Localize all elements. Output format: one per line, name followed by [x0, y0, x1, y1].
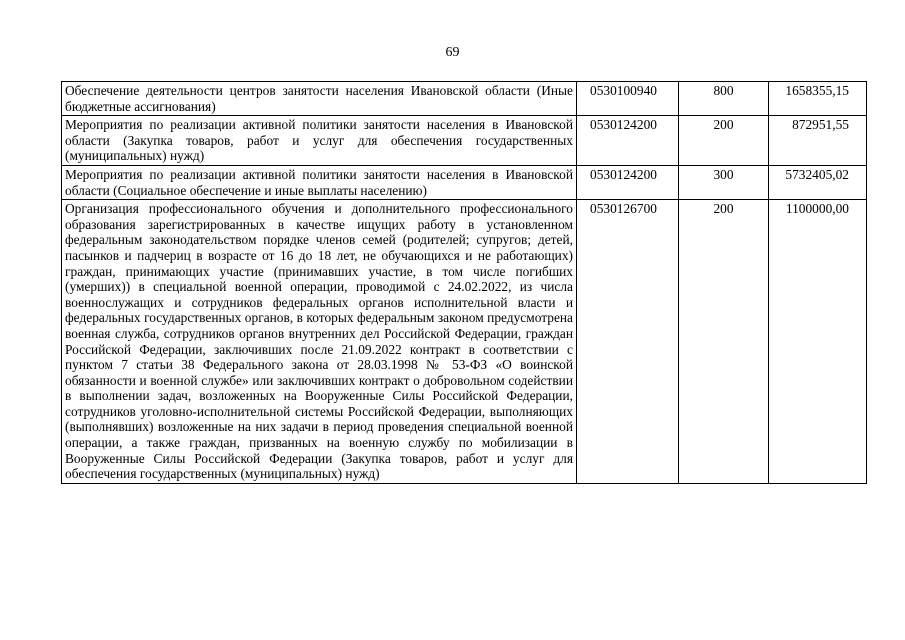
- row-code-cell: 0530100940: [577, 82, 679, 116]
- row-name-cell: Обеспечение деятельности центров занятости населения Ивановской области (Иные бюджетные ассигнования): [62, 82, 577, 116]
- row-sum-cell: 872951,55: [769, 116, 867, 166]
- table-row: [62, 116, 867, 166]
- row-type-cell: 200: [679, 116, 769, 166]
- row-sum-cell: 5732405,02: [769, 165, 867, 199]
- row-type-cell: 200: [679, 200, 769, 484]
- row-type-cell: 800: [679, 82, 769, 116]
- row-name-cell: Мероприятия по реализации активной политики занятости населения в Ивановской области (Закупка товаров, работ и услуг для обеспечения государственных (муниципальных) нужд): [62, 116, 577, 166]
- row-code-cell: 0530126700: [577, 200, 679, 484]
- table-row: [62, 82, 867, 116]
- row-type-cell: 300: [679, 165, 769, 199]
- row-code-cell: 0530124200: [577, 165, 679, 199]
- row-sum-cell: 1100000,00: [769, 200, 867, 484]
- row-name-cell: Организация профессионального обучения и дополнительного профессионального образования зарегистрированных в качестве ищущих работу в установленном федеральным законодательством порядке членов семей (родителей; супругов; детей, пасынков и падчериц в возрасте от 16 до 18 лет, не обучающихся и не работающих) граждан, принимающих участие (принимавших участие, в том числе погибших (умерших)) в специальной военной операции, проводимой с 24.02.2022, из числа военнослужащих и сотрудников федеральных органов исполнительной власти и федеральных государственных органов, в которых федеральным законом предусмотрена военная служба, сотрудников органов внутренних дел Российской Федерации, граждан Российской Федерации, заключивших после 21.09.2022 контракт в соответствии с пунктом 7 статьи 38 Федерального закона от 28.03.1998 № 53-ФЗ «О воинской обязанности и военной службе» или заключивших контракт о добровольном содействии в выполнении задач, возложенных на Вооруженные Силы Российской Федерации, сотрудников уголовно-исполнительной системы Российской Федерации, выполняющих (выполнявших) возложенные на них задачи в период проведения специальной военной операции, а также граждан, призванных на военную службу по мобилизации в Вооруженные Силы Российской Федерации (Закупка товаров, работ и услуг для обеспечения государственных (муниципальных) нужд): [62, 200, 577, 484]
- row-name-cell: Мероприятия по реализации активной политики занятости населения в Ивановской области (Социальное обеспечение и иные выплаты населению): [62, 165, 577, 199]
- page-number: 69: [445, 45, 460, 60]
- table-row: [62, 200, 867, 484]
- row-sum-cell: 1658355,15: [769, 82, 867, 116]
- budget-table: [61, 81, 867, 484]
- row-code-cell: 0530124200: [577, 116, 679, 166]
- table-row: [62, 165, 867, 199]
